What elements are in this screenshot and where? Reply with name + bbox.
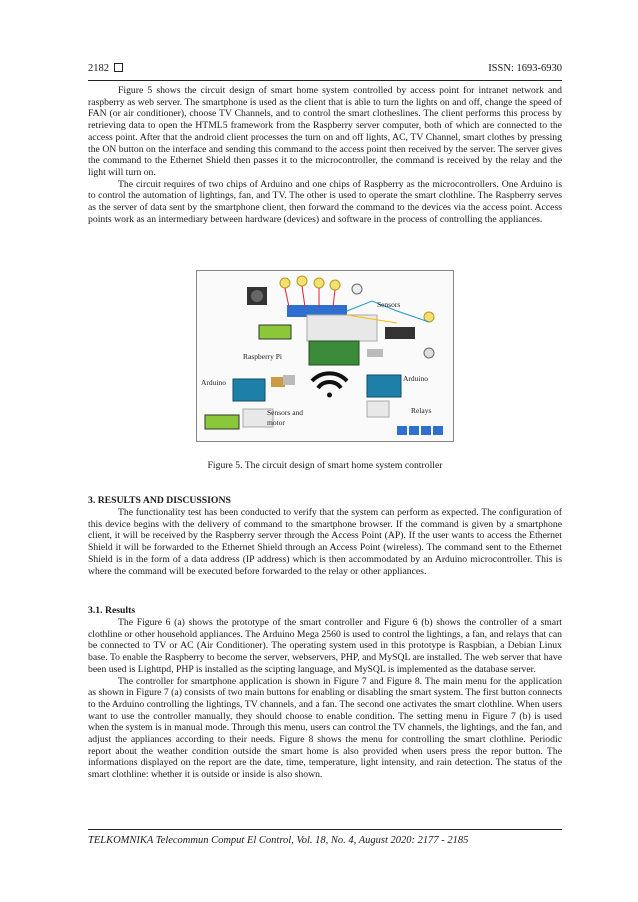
section-3-text (88, 507, 562, 577)
label-sensors-motor-2: motor (267, 418, 285, 427)
breadboard (307, 315, 377, 341)
figure-5-circuit (196, 270, 454, 442)
figure-caption: Figure 5. The circuit design of smart home system controller (207, 460, 443, 471)
arduino-right-board (367, 375, 401, 397)
label-raspberry-pi: Raspberry Pi (243, 352, 282, 361)
label-arduino-right: Arduino (403, 374, 428, 383)
section-31-paragraph-1: The Figure 6 (a) shows the prototype of the smart controller and Figure 6 (b) shows the controller of a smart clothline or other household appliances. The Arduino Mega 2560 is used to control the lightings, a fan, and relays that can be connected to TV or AC (Air Conditioner). The operating system used in this prototype is Raspbian, a Debian Linux base. To enable the Raspberry to become the server, webservers, PHP, and MySQL are installed. The web server that have been used is Lighttpd, PHP is installed as the scipting language, and MySQL is implemented as the database server. (88, 617, 562, 675)
section-31-paragraph-2: The controller for smartphone application is shown in Figure 7 and Figure 8. The main menu for the application as shown in Figure 7 (a) consists of two main buttons for enabling or disabling the smart system. The first button connects to the Arduino controlling the lightings, TV channels, and a fan. The second one activates the smart clothline. When users want to use the controller manually, they should choose to enable condition. The setting menu in Figure 7 (b) is used when the system is in manual mode. Through this menu, users can control the TV channels, the lightings, and the fan, and adjust the appliances according to their needs. Figure 8 shows the menu for controlling the smart clothline. Periodic report about the weather condition outside the smart home is also provided when users press the repor button. The informations displayed on the report are the date, time, temperature, light intensity, and rain detection. The status of the smart clothline: whether it is outside or inside is also shown. (88, 675, 562, 781)
running-footer: TELKOMNIKA Telecommun Comput El Control, Vol. 18, No. 4, August 2020: 2177 - 2185 (88, 835, 469, 846)
circuit-diagram (197, 271, 453, 441)
header-issn: ISSN: 1693-6930 (488, 63, 562, 74)
label-sensors: Sensors (377, 300, 401, 309)
arduino-left-board (233, 379, 265, 401)
section-3-paragraph: The functionality test has been conducted to verify that the system can perform as expected. The configuration of this device begins with the delivery of command to the smartphone browser. If the command is given by a smartphone client, it will be received by the Raspberry server through the Access Point (AP). If the user wants to access the Ethernet Shield it will be forwarded to the Ethernet Shield through an Access Point (wireless). The command sent to the Ethernet Shield is in the form of a data address (IP address) which is then accommodated by an Arduino microcontroller. This is where the command will be executed before forwarded to the relay or other appliances. (88, 507, 562, 577)
lcd-top-left (259, 325, 291, 339)
square-icon (114, 63, 123, 72)
wifi-icon (312, 373, 347, 397)
label-relays: Relays (411, 406, 432, 415)
lcd-bottom-left (205, 415, 239, 429)
label-arduino-left: Arduino (201, 378, 226, 387)
header-rule (88, 80, 562, 81)
label-sensors-motor-1: Sensors and (267, 408, 304, 417)
section-3-heading: 3. RESULTS AND DISCUSSIONS (88, 495, 231, 506)
intro-text (88, 85, 562, 225)
intro-paragraph-1: Figure 5 shows the circuit design of smart home system controlled by access point for intranet network and raspberry as web server. The smartphone is used as the client that is able to turn the lights on and off, change the speed of FAN (or air conditioner), choose TV Channels, and to control the smart clotheslines. The client performs this process by retrieving data to open the HTML5 framework from the Raspberry server computer, both of which are connected to the access point. After that the android client processes the turn on and off lights, AC, TV Channel, smart clothes by pressing the ON button on the interface and sending this command to the access point then received by the server. The server gives the command to the Ethernet Shield then passes it to the microcontroller, the command is received by the relay and the light will turn on. (88, 85, 562, 178)
raspberry-pi-board (309, 341, 359, 365)
section-31-text (88, 617, 562, 781)
section-31-heading: 3.1. Results (88, 605, 136, 616)
footer-rule (88, 829, 562, 830)
paper-page (88, 0, 562, 902)
sensor-module (385, 327, 415, 339)
intro-paragraph-2: The circuit requires of two chips of Arduino and one chips of Raspberry as the microcontrollers. One Arduino is to control the automation of lightings, fan, and TV. The other is used to operate the smart clothline. The Raspberry serves as the server of data sent by the smartphone client, then forward the command to the devices via the access point. Access points work as an intermediary between hardware (devices) and software in the process of controlling the appliances. (88, 178, 562, 225)
header-page-number: 2182 (88, 63, 123, 75)
relay-modules (397, 426, 443, 435)
plug-icon (352, 284, 362, 294)
